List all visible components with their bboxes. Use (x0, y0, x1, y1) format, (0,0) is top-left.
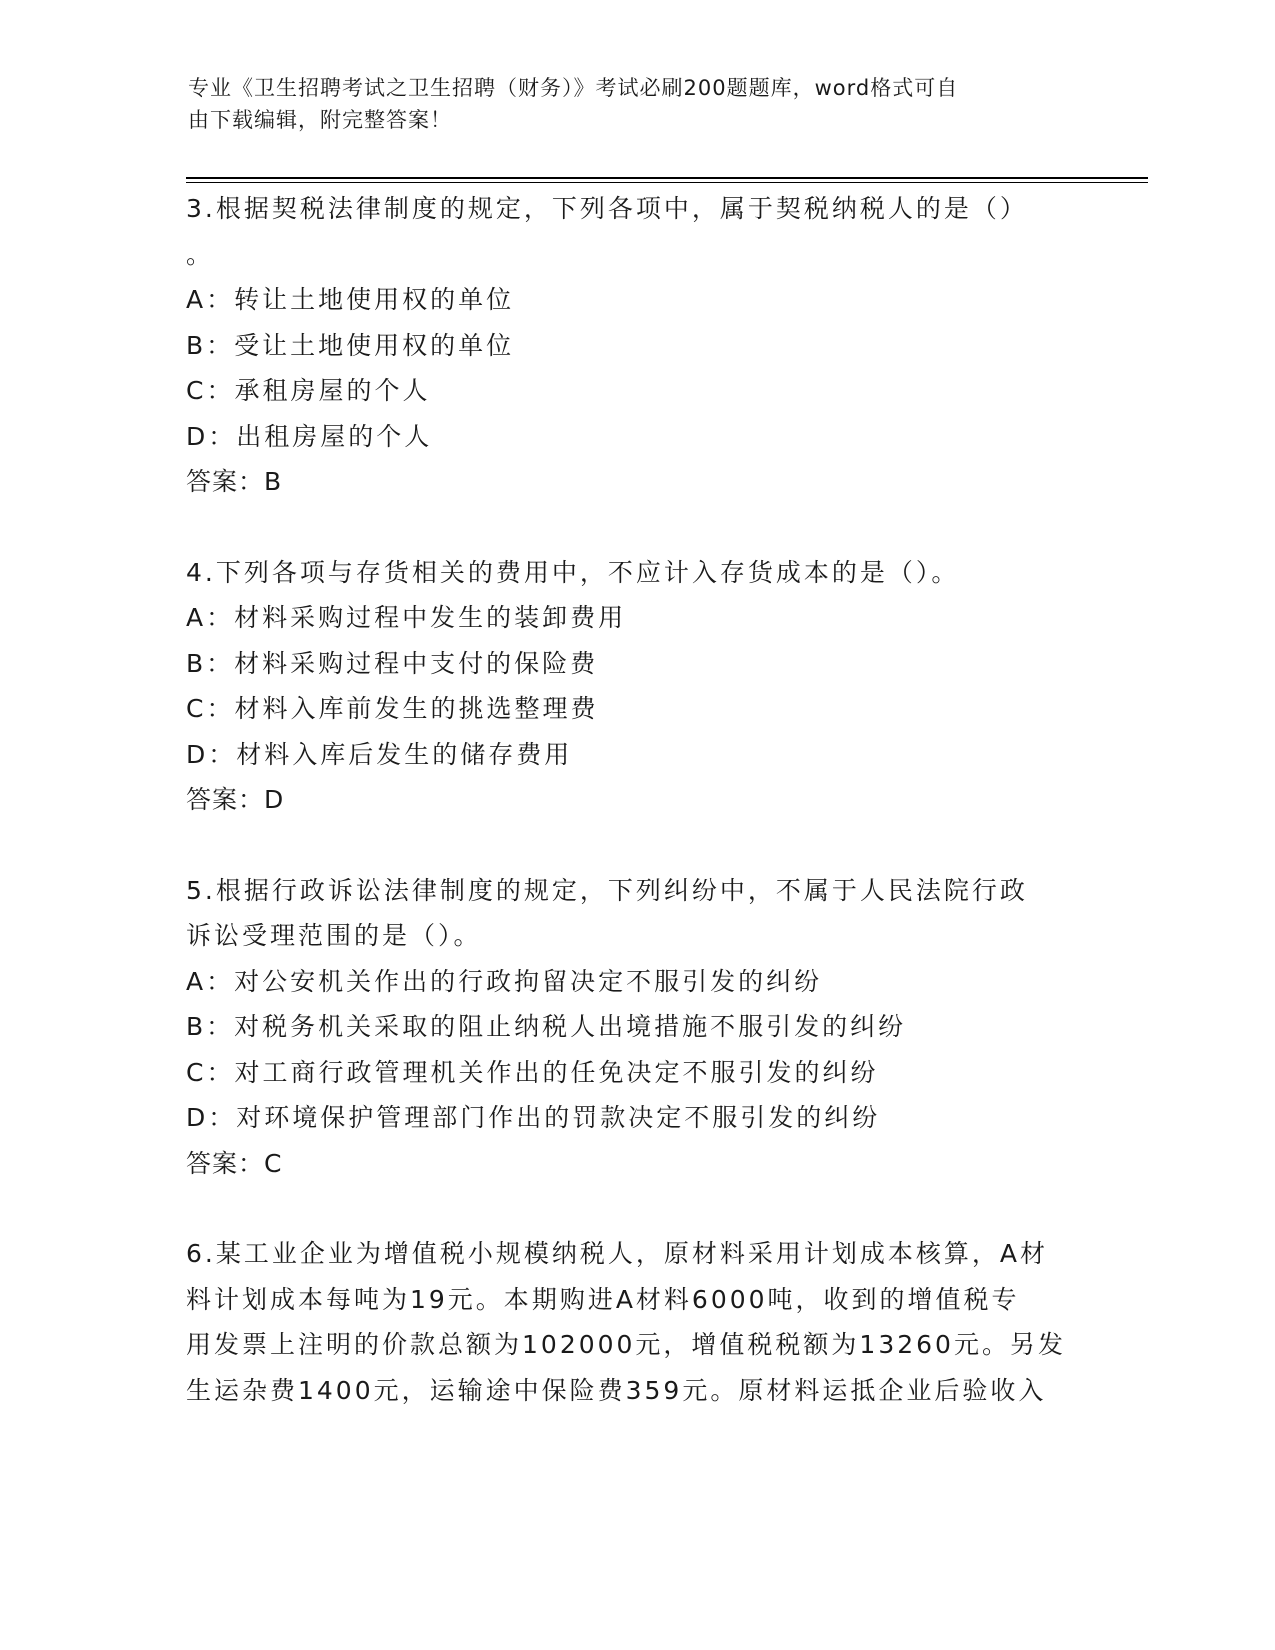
option-c: C：对工商行政管理机关作出的任免决定不服引发的纠纷 (186, 1057, 879, 1087)
question-stem-continuation: 生运杂费1400元，运输途中保险费359元。原材料运抵企业后验收入 (186, 1375, 1047, 1405)
answer-text: 答案：C (186, 1148, 283, 1178)
option-b: B：受让土地使用权的单位 (186, 330, 515, 360)
question-stem: 4.下列各项与存货相关的费用中，不应计入存货成本的是（）。 (186, 557, 960, 587)
question-stem-continuation: 诉讼受理范围的是（）。 (186, 921, 482, 950)
question-6 (186, 1231, 1086, 1413)
option-d: D：出租房屋的个人 (186, 421, 433, 451)
header-line-1: 专业《卫生招聘考试之卫生招聘（财务）》考试必刷200题题库，word格式可自 (188, 76, 959, 100)
option-d: D：材料入库后发生的储存费用 (186, 739, 573, 769)
header-divider-thick (186, 177, 1148, 179)
question-stem: 6.某工业企业为增值税小规模纳税人，原材料采用计划成本核算，A材 (186, 1239, 1048, 1268)
answer-text: 答案：D (186, 785, 285, 814)
question-spacer (186, 823, 1086, 868)
question-stem-continuation: 。 (186, 239, 215, 269)
header-line-2: 由下载编辑，附完整答案！ (188, 108, 452, 132)
question-spacer (186, 505, 1086, 550)
question-3 (186, 186, 1086, 505)
question-stem-continuation: 用发票上注明的价款总额为102000元，增值税税额为13260元。另发 (186, 1330, 1066, 1359)
question-spacer (186, 1186, 1086, 1231)
question-stem: 5.根据行政诉讼法律制度的规定，下列纠纷中，不属于人民法院行政 (186, 875, 1028, 905)
option-a: A：转让土地使用权的单位 (186, 285, 515, 314)
option-d: D：对环境保护管理部门作出的罚款决定不服引发的纠纷 (186, 1103, 881, 1132)
option-b: B：对税务机关采取的阻止纳税人出境措施不服引发的纠纷 (186, 1012, 907, 1041)
question-stem: 3.根据契税法律制度的规定，下列各项中，属于契税纳税人的是（） (186, 194, 1028, 223)
answer-text: 答案：B (186, 467, 283, 496)
option-a: A：材料采购过程中发生的装卸费用 (186, 603, 627, 632)
question-5 (186, 868, 1086, 1187)
option-b: B：材料采购过程中支付的保险费 (186, 648, 599, 678)
header-divider-thin (186, 182, 1148, 183)
document-header (188, 72, 1068, 136)
option-a: A：对公安机关作出的行政拘留决定不服引发的纠纷 (186, 966, 823, 996)
option-c: C：承租房屋的个人 (186, 376, 431, 405)
option-c: C：材料入库前发生的挑选整理费 (186, 694, 599, 723)
question-4 (186, 550, 1086, 823)
question-stem-continuation: 料计划成本每吨为19元。本期购进A材料6000吨，收到的增值税专 (186, 1284, 1020, 1314)
question-list (186, 186, 1086, 1413)
